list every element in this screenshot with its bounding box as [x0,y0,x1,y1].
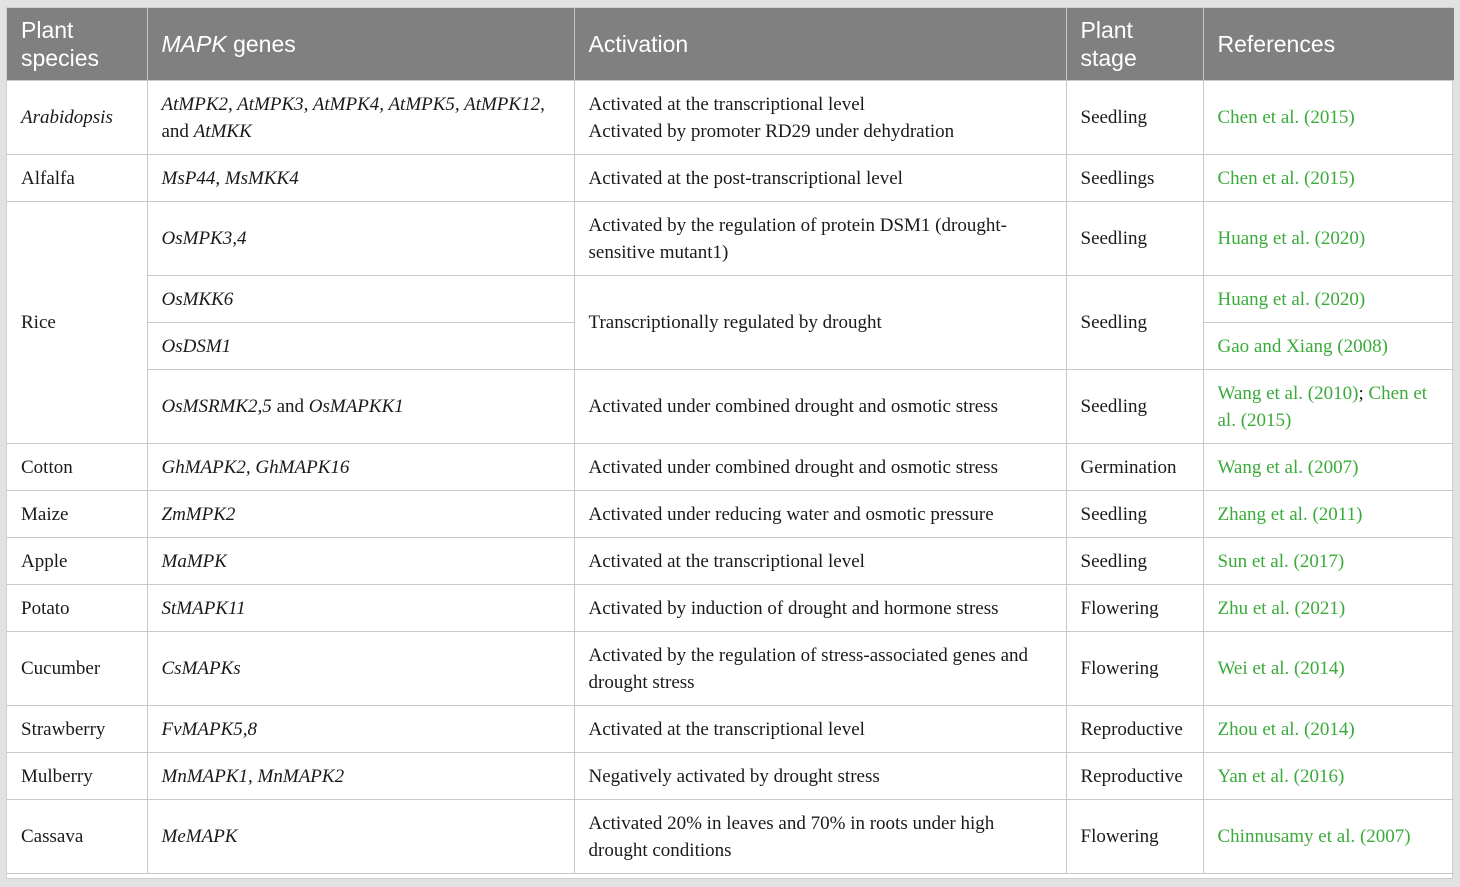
reference-link[interactable]: Zhou et al. (2014) [1203,706,1454,753]
stage-cell: Seedling [1066,202,1203,276]
stage-cell: Seedling [1066,491,1203,538]
species-cell: Potato [7,585,147,632]
table-frame [6,7,1453,879]
genes-cell: MsP44, MsMKK4 [147,155,574,202]
activation-cell: Activated by induction of drought and hormone stress [574,585,1066,632]
genes-cell: StMAPK11 [147,585,574,632]
col-header-genes-word: genes [233,31,296,57]
genes-cell [147,370,574,444]
species-cell: Apple [7,538,147,585]
reference-link[interactable]: Wang et al. (2007) [1203,444,1454,491]
table-row [7,585,1454,632]
col-header-mapk-genes [147,8,574,81]
table-row [7,202,1454,276]
reference-link[interactable]: Chen et al. (2015) [1217,382,1428,431]
species-cell: Mulberry [7,753,147,800]
genes-connector: , and [161,93,545,142]
stage-cell: Reproductive [1066,706,1203,753]
reference-link[interactable]: Wei et al. (2014) [1203,632,1454,706]
stage-cell: Seedling [1066,81,1203,155]
activation-cell: Transcriptionally regulated by drought [574,276,1066,370]
genes-cell: FvMAPK5,8 [147,706,574,753]
reference-link[interactable]: Huang et al. (2020) [1203,276,1454,323]
species-cell: Cucumber [7,632,147,706]
activation-cell: Activated by the regulation of stress-associated genes and drought stress [574,632,1066,706]
activation-cell: Activated at the transcriptional level [574,706,1066,753]
table-row [7,706,1454,753]
genes-cell: MnMAPK1, MnMAPK2 [147,753,574,800]
reference-cell [1203,370,1454,444]
stage-cell: Flowering [1066,800,1203,874]
stage-cell: Reproductive [1066,753,1203,800]
activation-cell: Activated at the transcriptional level [574,538,1066,585]
activation-cell: Activated 20% in leaves and 70% in roots under high drought conditions [574,800,1066,874]
stage-cell: Seedling [1066,276,1203,370]
reference-separator: ; [1358,382,1369,404]
genes-connector: and [271,396,309,417]
mapk-genes-table [7,8,1454,874]
reference-link[interactable]: Chen et al. (2015) [1203,81,1454,155]
activation-cell: Activated at the post-transcriptional level [574,155,1066,202]
reference-link[interactable]: Chinnusamy et al. (2007) [1203,800,1454,874]
species-cell: Maize [7,491,147,538]
genes-cell: OsMKK6 [147,276,574,323]
col-header-plant-species: Plant species [7,8,147,81]
table-header-row [7,8,1454,81]
reference-link[interactable]: Sun et al. (2017) [1203,538,1454,585]
col-header-mapk-word: MAPK [161,31,227,57]
activation-cell: Negatively activated by drought stress [574,753,1066,800]
stage-cell: Seedlings [1066,155,1203,202]
table-row [7,444,1454,491]
genes-text-end: AtMKK [193,120,252,142]
species-cell: Cotton [7,444,147,491]
stage-cell: Germination [1066,444,1203,491]
col-header-references: References [1203,8,1454,81]
reference-link[interactable]: Zhu et al. (2021) [1203,585,1454,632]
species-cell: Strawberry [7,706,147,753]
genes-text: AtMPK2, AtMPK3, AtMPK4, AtMPK5, AtMPK12 [161,93,541,115]
col-header-plant-stage: Plant stage [1066,8,1203,81]
genes-cell: CsMAPKs [147,632,574,706]
species-cell: Cassava [7,800,147,874]
species-cell: Arabidopsis [7,81,147,155]
genes-cell: MeMAPK [147,800,574,874]
table-row [7,81,1454,155]
genes-cell: GhMAPK2, GhMAPK16 [147,444,574,491]
reference-link[interactable]: Zhang et al. (2011) [1203,491,1454,538]
genes-cell [147,81,574,155]
col-header-activation: Activation [574,8,1066,81]
genes-cell: MaMPK [147,538,574,585]
activation-line: Activated at the transcriptional level [588,93,865,115]
species-cell: Rice [7,202,147,444]
stage-cell: Flowering [1066,632,1203,706]
table-row [7,538,1454,585]
table-row [7,632,1454,706]
genes-cell: ZmMPK2 [147,491,574,538]
genes-cell: OsDSM1 [147,323,574,370]
table-row [7,491,1454,538]
reference-link[interactable]: Chen et al. (2015) [1203,155,1454,202]
stage-cell: Seedling [1066,538,1203,585]
activation-line: Activated by promoter RD29 under dehydration [588,120,955,142]
activation-cell: Activated under combined drought and osmotic stress [574,444,1066,491]
table-row [7,800,1454,874]
activation-cell: Activated under combined drought and osmotic stress [574,370,1066,444]
table-row [7,370,1454,444]
activation-cell: Activated by the regulation of protein DSM1 (drought-sensitive mutant1) [574,202,1066,276]
reference-link[interactable]: Gao and Xiang (2008) [1203,323,1454,370]
species-cell: Alfalfa [7,155,147,202]
table-row [7,753,1454,800]
activation-cell [574,81,1066,155]
genes-cell: OsMPK3,4 [147,202,574,276]
stage-cell: Seedling [1066,370,1203,444]
genes-text-end: OsMAPKK1 [308,396,404,417]
stage-cell: Flowering [1066,585,1203,632]
reference-link[interactable]: Yan et al. (2016) [1203,753,1454,800]
reference-link[interactable]: Wang et al. (2010) [1217,382,1359,404]
reference-link[interactable]: Huang et al. (2020) [1203,202,1454,276]
table-row [7,155,1454,202]
genes-text: OsMSRMK2,5 [161,396,272,417]
activation-cell: Activated under reducing water and osmotic pressure [574,491,1066,538]
table-row [7,276,1454,323]
